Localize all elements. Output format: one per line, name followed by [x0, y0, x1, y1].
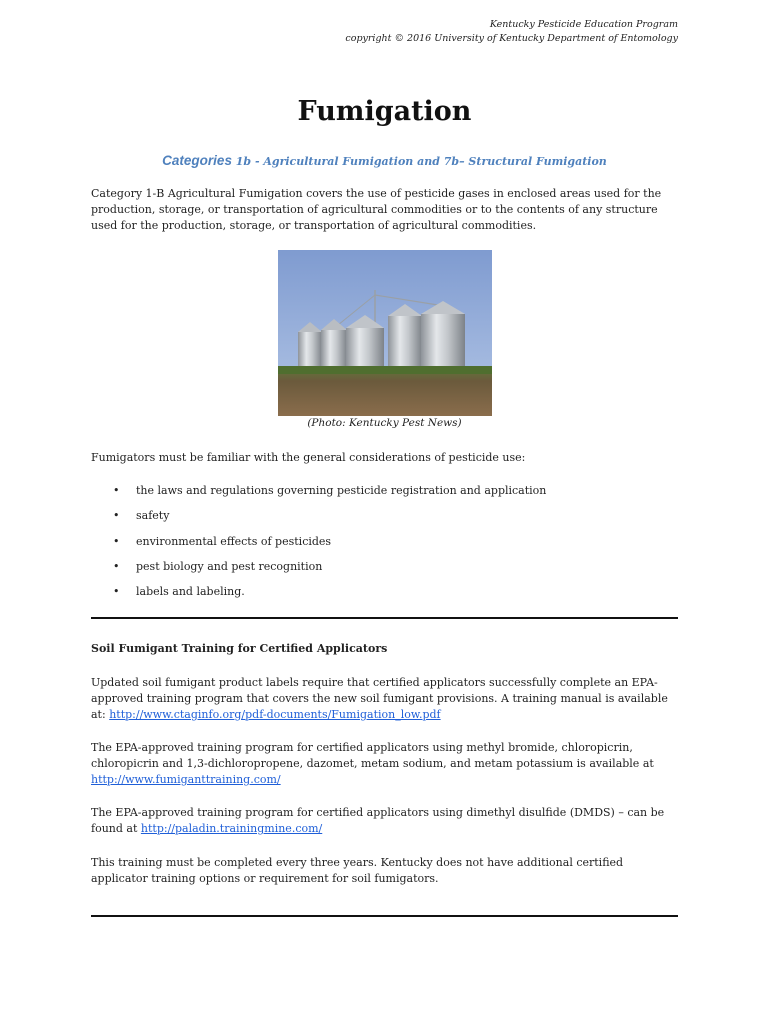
header-program: Kentucky Pesticide Education Program — [489, 19, 678, 30]
paragraph-text: The EPA-approved training program for certified applicators using dimethyl disulfide (DMDS) – can be found at — [91, 806, 665, 835]
list-item-text: environmental effects of pesticides — [136, 534, 332, 548]
training-paragraph-1 — [91, 675, 678, 723]
section-divider — [91, 617, 678, 619]
training-paragraph-3 — [91, 805, 678, 837]
considerations-list — [91, 483, 678, 609]
list-item-text: pest biology and pest recognition — [136, 559, 323, 573]
bullet-icon: • — [113, 585, 120, 599]
list-item-text: labels and labeling. — [136, 585, 245, 599]
subtitle-rest: 1b - Agricultural Fumigation and 7b– Structural Fumigation — [231, 155, 607, 168]
paragraph-text: Updated soil fumigant product labels require that certified applicators successfully complete an EPA-approved training program that covers the new soil fumigant provisions. A training manual is available at: — [91, 676, 668, 721]
photo-caption: (Photo: Kentucky Pest News) — [307, 417, 462, 429]
page-header — [91, 18, 678, 46]
training-paragraph-2 — [91, 740, 678, 788]
grain-silos-photo — [278, 250, 492, 416]
list-item-text: the laws and regulations governing pesticide registration and application — [136, 484, 547, 497]
fumiganttraining-link[interactable]: http://www.fumiganttraining.com/ — [91, 773, 281, 786]
bullet-icon: • — [113, 559, 120, 573]
list-item — [91, 483, 678, 508]
bullet-icon: • — [113, 484, 120, 497]
page-subtitle — [91, 150, 678, 169]
training-paragraph-4: This training must be completed every three years. Kentucky does not have additional certified applicator training options or requirement for soil fumigators. — [91, 856, 624, 885]
bullet-icon: • — [113, 509, 120, 523]
list-item — [91, 559, 678, 584]
list-item — [91, 508, 678, 533]
list-item-text: safety — [136, 509, 170, 523]
section-divider-bottom — [91, 915, 678, 917]
page-title: Fumigation — [297, 96, 472, 127]
list-item — [91, 584, 678, 609]
bullet-icon: • — [113, 534, 120, 548]
header-copyright: copyright © 2016 University of Kentucky Department of Entomology — [345, 33, 678, 44]
intro-paragraph: Category 1-B Agricultural Fumigation covers the use of pesticide gases in enclosed areas used for the production, storage, or transportation of agricultural commodities or to the contents of any structure used for the production, storage, or transportation of agricultural commodities. — [91, 187, 662, 232]
list-item — [91, 534, 678, 559]
subtitle-lead: Categories — [162, 153, 232, 168]
section-heading: Soil Fumigant Training for Certified Applicators — [91, 642, 388, 655]
paragraph-text: The EPA-approved training program for certified applicators using methyl bromide, chloropicrin, chloropicrin and 1,3-dichloropropene, dazomet, metam sodium, and metam potassium is available at — [91, 741, 654, 770]
trainingmine-link[interactable]: http://paladin.trainingmine.com/ — [140, 822, 323, 835]
fumigation-manual-link[interactable]: http://www.ctaginfo.org/pdf-documents/Fumigation_low.pdf — [109, 708, 441, 721]
considerations-intro: Fumigators must be familiar with the general considerations of pesticide use: — [91, 451, 526, 464]
